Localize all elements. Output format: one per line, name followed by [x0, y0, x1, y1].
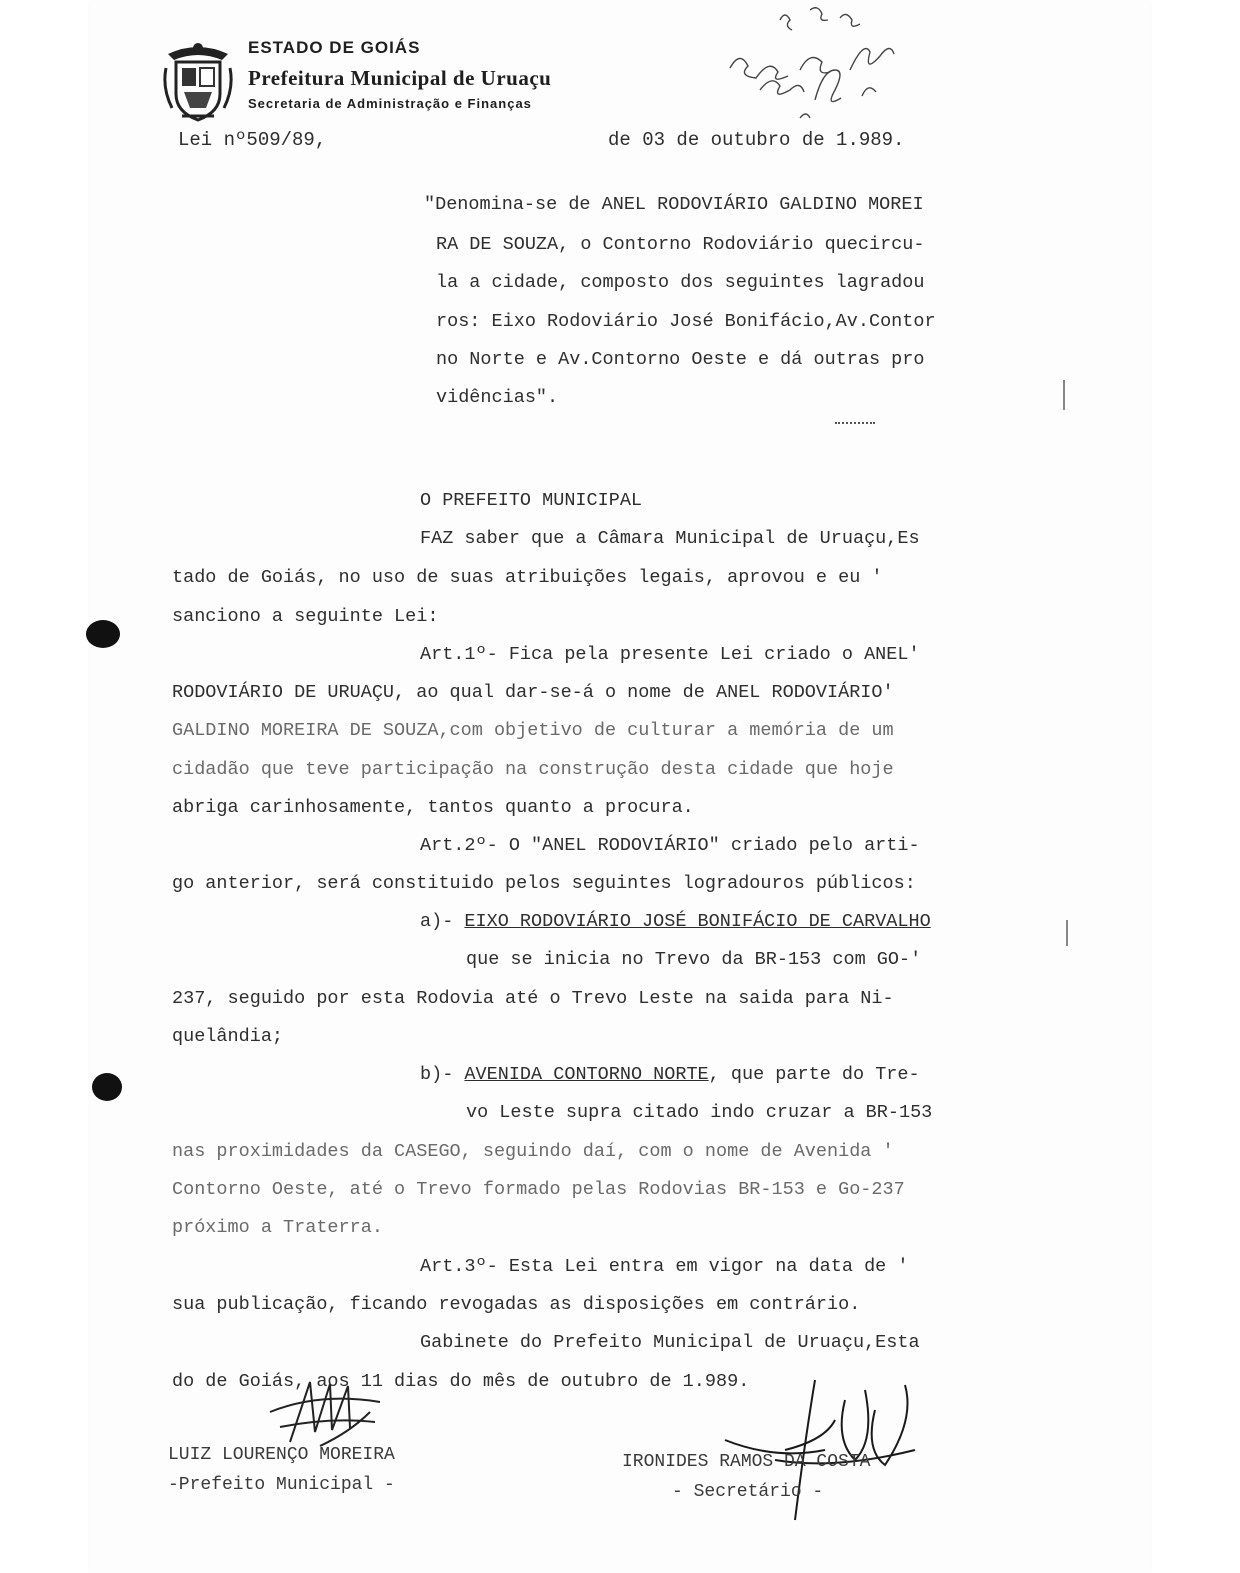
item-b-heading	[420, 1063, 920, 1087]
intro-line: sanciono a seguinte Lei:	[172, 606, 439, 627]
intro-line: FAZ saber que a Câmara Municipal de Uruaçu,Es	[420, 528, 920, 549]
ementa-line: ros: Eixo Rodoviário José Bonifácio,Av.Contor	[436, 311, 936, 332]
art3-line: sua publicação, ficando revogadas as disposições em contrário.	[172, 1294, 861, 1315]
art1-line: cidadão que teve participação na construção desta cidade que hoje	[172, 759, 894, 780]
art1-line: abriga carinhosamente, tantos quanto a procura.	[172, 797, 694, 818]
ementa-line: la a cidade, composto dos seguintes lagradou	[436, 272, 925, 293]
header-state: ESTADO DE GOIÁS	[248, 38, 421, 57]
item-a-title: EIXO RODOVIÁRIO JOSÉ BONIFÁCIO DE CARVALHO	[464, 911, 931, 932]
mayor-name: LUIZ LOURENÇO MOREIRA	[168, 1445, 395, 1465]
item-b-line: Contorno Oeste, até o Trevo formado pelas Rodovias BR-153 e Go-237	[172, 1179, 905, 1200]
item-b-title: AVENIDA CONTORNO NORTE	[464, 1064, 709, 1085]
art2-line: Art.2º- O "ANEL RODOVIÁRIO" criado pelo arti-	[420, 835, 920, 856]
item-b-line: próximo a Traterra.	[172, 1217, 383, 1238]
item-a-line: 237, seguido por esta Rodovia até o Trevo Leste na saida para Ni-	[172, 988, 894, 1009]
art2-line: go anterior, será constituido pelos seguintes logradouros públicos:	[172, 873, 916, 894]
art3-line: Art.3º- Esta Lei entra em vigor na data de '	[420, 1256, 909, 1277]
mayor-signature	[260, 1372, 390, 1452]
law-date: de 03 de outubro de 1.989.	[608, 129, 905, 151]
divider	[835, 422, 875, 424]
punch-hole	[92, 1073, 122, 1101]
municipal-coat-of-arms-icon	[162, 38, 234, 124]
margin-mark	[1066, 920, 1068, 946]
ementa-line: "Denomina-se de ANEL RODOVIÁRIO GALDINO MOREI	[424, 194, 924, 215]
mayor-title: -Prefeito Municipal -	[168, 1475, 395, 1495]
item-a-line: quelândia;	[172, 1026, 284, 1047]
handwritten-annotation	[720, 0, 910, 125]
secretary-name: IRONIDES RAMOS DA COSTA	[622, 1452, 871, 1472]
closing-line: Gabinete do Prefeito Municipal de Uruaçu,Esta	[420, 1332, 920, 1353]
closing-line: do de Goiás, aos 11 dias do mês de outubro de 1.989.	[172, 1371, 750, 1392]
item-b-rest: , que parte do Tre-	[708, 1064, 920, 1085]
art1-line: RODOVIÁRIO DE URUAÇU, ao qual dar-se-á o nome de ANEL RODOVIÁRIO'	[172, 682, 894, 703]
item-a-line: que se inicia no Trevo da BR-153 com GO-'	[466, 949, 922, 970]
item-b-line: vo Leste supra citado indo cruzar a BR-153	[466, 1102, 933, 1123]
art1-line: GALDINO MOREIRA DE SOUZA,com objetivo de culturar a memória de um	[172, 720, 894, 741]
ementa-line: vidências".	[436, 387, 559, 408]
law-number: Lei nº509/89,	[178, 129, 327, 151]
ementa-line: no Norte e Av.Contorno Oeste e dá outras pro	[436, 349, 925, 370]
punch-hole	[86, 620, 120, 648]
header-prefecture: Prefeitura Municipal de Uruaçu	[248, 66, 552, 90]
item-b-line: nas proximidades da CASEGO, seguindo daí, com o nome de Avenida '	[172, 1141, 894, 1162]
header-secretariat: Secretaria de Administração e Finanças	[248, 96, 532, 111]
intro-line: tado de Goiás, no uso de suas atribuições legais, aprovou e eu '	[172, 567, 883, 588]
item-b-prefix: b)-	[420, 1064, 465, 1085]
art1-line: Art.1º- Fica pela presente Lei criado o ANEL'	[420, 644, 920, 665]
margin-mark	[1063, 380, 1065, 410]
item-a-heading	[420, 910, 931, 934]
body-heading: O PREFEITO MUNICIPAL	[420, 490, 643, 511]
item-a-prefix: a)-	[420, 911, 465, 932]
ementa-line: RA DE SOUZA, o Contorno Rodoviário quecircu-	[436, 234, 925, 255]
secretary-title: - Secretário -	[672, 1482, 824, 1502]
